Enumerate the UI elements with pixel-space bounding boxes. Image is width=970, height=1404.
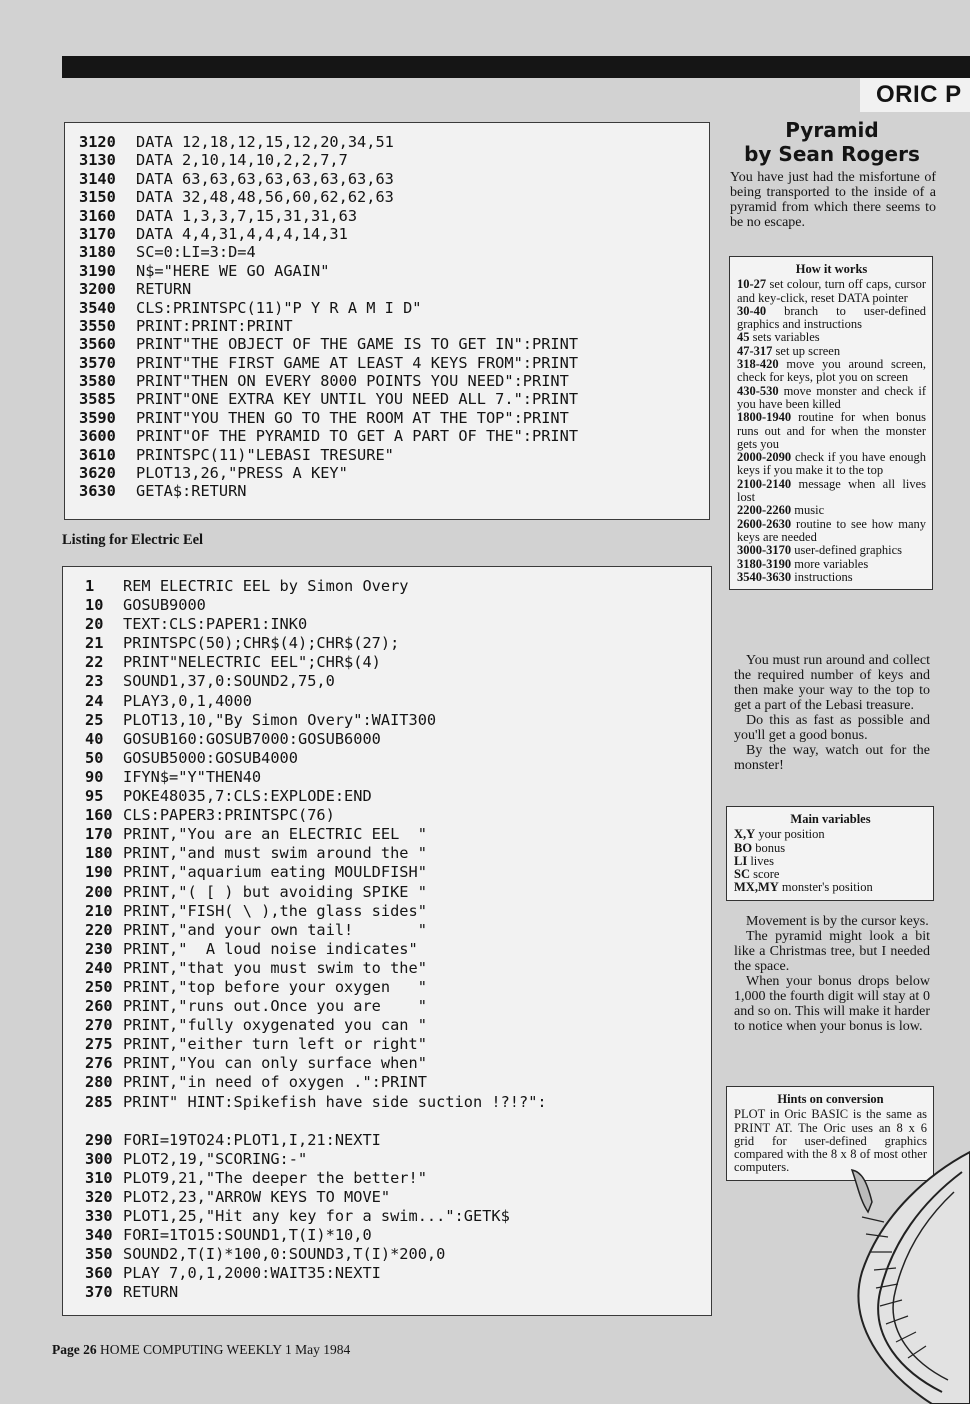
variable-item-key: SC (734, 867, 750, 882)
code-line (85, 1150, 711, 1169)
code-line (85, 1169, 711, 1188)
hints-text: PLOT in Oric BASIC is the same as PRINT AT. The Oric uses an 8 x 6 grid for user-defined graphics compared with the 8 x 8 of most other computers. (734, 1107, 927, 1175)
code-line (85, 596, 711, 615)
line-number: 3560 (79, 335, 116, 354)
line-number: 250 (85, 977, 113, 996)
how-it-works-item-desc: routine for when bonus runs out and for when the monster gets you (737, 410, 926, 451)
line-number: 180 (85, 844, 113, 863)
line-number: 320 (85, 1188, 113, 1206)
code-line (85, 711, 711, 730)
code-text: PRINT,"FISH( \ ),the glass sides" (123, 901, 427, 920)
code-line (85, 825, 711, 844)
paragraph: You must run around and collect the required number of keys and then make your way to the top to get a part of the Lebasi treasure. (734, 653, 930, 713)
line-number: 3150 (79, 188, 116, 207)
code-line (85, 768, 711, 787)
code-text: GOSUB9000 (123, 596, 206, 615)
code-text: PRINT,"in need of oxygen .":PRINT (123, 1073, 427, 1092)
code-line (79, 207, 709, 225)
code-line (85, 844, 711, 863)
code-line (85, 806, 711, 825)
code-text: FORI=19TO24:PLOT1,I,21:NEXTI (123, 1130, 381, 1149)
line-number: 280 (85, 1073, 113, 1092)
code-text: PRINT"YOU THEN GO TO THE ROOM AT THE TOP":PRINT (136, 408, 569, 427)
line-number: 230 (85, 939, 113, 958)
how-it-works-item-desc: routine to see how many keys are needed (737, 516, 926, 544)
how-it-works-item-desc: check if you have enough keys if you make it to the top (737, 450, 926, 478)
code-line (85, 997, 711, 1016)
code-line (85, 1188, 711, 1207)
code-text: PRINT,"that you must swim to the" (123, 958, 427, 977)
code-line (85, 1226, 711, 1245)
variable-item-desc: monster's position (778, 880, 873, 895)
line-number: 3620 (79, 464, 116, 483)
code-line (79, 243, 709, 261)
code-text: GETA$:RETURN (136, 482, 247, 501)
code-line (85, 749, 711, 768)
code-text: PLAY3,0,1,4000 (123, 691, 252, 710)
code-text: POKE48035,7:CLS:EXPLODE:END (123, 787, 372, 806)
code-line (85, 921, 711, 940)
line-number: 3120 (79, 133, 116, 151)
variable-item-desc: your position (755, 827, 825, 842)
header-bar (62, 56, 970, 78)
paragraph: The pyramid might look a bit like a Christmas tree, but I needed the space. (734, 929, 930, 974)
how-it-works-item-key: 45 (737, 330, 750, 345)
how-it-works-item-key: 2100-2140 (737, 476, 792, 491)
code-text: N$="HERE WE GO AGAIN" (136, 261, 330, 280)
code-line (79, 262, 709, 280)
line-number: 3180 (79, 243, 116, 262)
page-footer (52, 1342, 350, 1358)
code-line (79, 299, 709, 317)
how-it-works-item-key: 30-40 (737, 303, 767, 318)
line-number: 25 (85, 710, 104, 729)
code-line (79, 151, 709, 169)
code-text: PRINT"THEN ON EVERY 8000 POINTS YOU NEED":PRINT (136, 372, 569, 391)
how-it-works-item-desc: music (791, 503, 825, 518)
how-it-works-item-desc: sets variables (749, 330, 820, 345)
code-line (85, 1016, 711, 1035)
how-it-works-item-key: 2000-2090 (737, 450, 792, 465)
how-it-works-item-key: 3540-3630 (737, 569, 792, 584)
line-number: 350 (85, 1245, 113, 1264)
how-it-works-item (737, 345, 926, 358)
sidebar-article (726, 118, 938, 1298)
line-number: 40 (85, 729, 104, 748)
how-it-works-list (737, 278, 926, 584)
line-number: 3170 (79, 224, 116, 243)
code-line (79, 446, 709, 464)
section-masthead: ORIC P (860, 78, 970, 112)
code-line (79, 427, 709, 445)
code-text: CLS:PAPER3:PRINTSPC(76) (123, 806, 335, 825)
line-number: 210 (85, 901, 113, 920)
code-text: PRINT,"You can only surface when" (123, 1054, 427, 1073)
code-text: DATA 4,4,31,4,4,4,14,31 (136, 224, 348, 243)
how-it-works-item-desc: move monster and check if you have been killed (737, 383, 926, 411)
how-it-works-item-desc: more variables (791, 556, 869, 571)
variable-item (734, 881, 927, 894)
magazine-issue: HOME COMPUTING WEEKLY 1 May 1984 (100, 1342, 351, 1357)
line-number: 3630 (79, 482, 116, 501)
code-text: PLOT2,19,"SCORING:-" (123, 1149, 308, 1168)
article-byline: by Sean Rogers (744, 142, 920, 166)
how-it-works-box (729, 256, 933, 590)
line-number: 23 (85, 672, 104, 691)
how-it-works-item-desc: message when all lives lost (737, 476, 926, 505)
variable-item (734, 855, 927, 868)
how-it-works-item (737, 544, 926, 557)
line-number: 370 (85, 1283, 113, 1302)
code-line (79, 280, 709, 298)
how-it-works-item-desc: user-defined graphics (791, 543, 902, 558)
code-line (79, 409, 709, 427)
line-number: 3190 (79, 261, 116, 280)
main-variables-list (734, 828, 927, 894)
how-it-works-item (737, 558, 926, 571)
code-text: PRINT"OF THE PYRAMID TO GET A PART OF THE":PRINT (136, 427, 579, 446)
variable-item-desc: score (749, 867, 780, 882)
line-number: 20 (85, 615, 104, 634)
line-number: 3540 (79, 298, 116, 317)
line-number: 3130 (79, 151, 116, 170)
variable-item (734, 842, 927, 855)
variable-item-key: X,Y (734, 827, 756, 842)
code-text: SC=0:LI=3:D=4 (136, 243, 256, 262)
article-intro: You have just had the misfortune of being transported to the inside of a pyramid from which there seems to be no escape. (730, 170, 936, 230)
line-number: 285 (85, 1092, 113, 1111)
paragraph: When your bonus drops below 1,000 the fourth digit will stay at 0 and so on. This will make it harder to notice when your bonus is low. (734, 974, 930, 1034)
how-it-works-item (737, 518, 926, 545)
paragraph: Do this as fast as possible and you'll get a good bonus. (734, 713, 930, 743)
line-number: 3550 (79, 316, 116, 335)
code-text: IFYN$="Y"THEN40 (123, 767, 262, 786)
line-number: 3585 (79, 390, 116, 409)
pyramid-listing (64, 122, 710, 520)
how-it-works-item-desc: set up screen (772, 343, 841, 358)
line-number: 50 (85, 748, 104, 767)
code-line (85, 1035, 711, 1054)
code-text: PRINT," A loud noise indicates" (123, 939, 418, 958)
code-line (85, 863, 711, 882)
article-title: Pyramid (785, 118, 879, 142)
code-line (85, 787, 711, 806)
line-number: 21 (85, 634, 104, 653)
code-text: RETURN (123, 1283, 179, 1302)
code-text: SOUND2,T(I)*100,0:SOUND3,T(I)*200,0 (123, 1245, 446, 1264)
code-text: PRINTSPC(50);CHR$(4);CHR$(27); (123, 634, 400, 653)
code-line (85, 940, 711, 959)
how-it-works-title: How it works (795, 262, 868, 276)
code-text: PRINT,"top before your oxygen " (123, 977, 427, 996)
hints-title: Hints on conversion (777, 1092, 884, 1106)
code-text: PLAY 7,0,1,2000:WAIT35:NEXTI (123, 1264, 381, 1283)
code-text: DATA 2,10,14,10,2,2,7,7 (136, 151, 348, 170)
how-it-works-item (737, 571, 926, 584)
code-text: PRINT"ONE EXTRA KEY UNTIL YOU NEED ALL 7.":PRINT (136, 390, 579, 409)
code-text: TEXT:CLS:PAPER1:INK0 (123, 615, 308, 634)
code-text: PRINT:PRINT:PRINT (136, 316, 293, 335)
code-text: PRINT,"fully oxygenated you can " (123, 1016, 427, 1035)
code-text: PRINT,"and your own tail! " (123, 920, 427, 939)
line-number: 260 (85, 997, 113, 1016)
code-text: GOSUB5000:GOSUB4000 (123, 748, 298, 767)
line-number: 310 (85, 1168, 113, 1187)
code-text: PLOT9,21,"The deeper the better!" (123, 1168, 427, 1187)
how-it-works-item (737, 331, 926, 344)
variable-item-desc: lives (747, 853, 774, 868)
how-it-works-item (737, 451, 926, 478)
code-line (79, 170, 709, 188)
how-it-works-item (737, 478, 926, 505)
code-text: PRINT,"( [ ) but avoiding SPIKE " (123, 882, 427, 901)
line-number: 330 (85, 1207, 113, 1226)
code-text: CLS:PRINTSPC(11)"P Y R A M I D" (136, 298, 422, 317)
variable-item (734, 868, 927, 881)
code-line (79, 188, 709, 206)
variable-item-desc: bonus (752, 840, 786, 855)
line-number: 3580 (79, 372, 116, 391)
code-text: REM ELECTRIC EEL by Simon Overy (123, 577, 409, 595)
code-text: RETURN (136, 280, 192, 299)
code-line (79, 225, 709, 243)
line-number: 220 (85, 920, 113, 939)
eel-illustration (822, 1142, 970, 1404)
code-text: GOSUB160:GOSUB7000:GOSUB6000 (123, 729, 381, 748)
how-it-works-item-key: 2600-2630 (737, 516, 792, 531)
line-number: 90 (85, 767, 104, 786)
line-number: 276 (85, 1054, 113, 1073)
line-number: 160 (85, 806, 113, 825)
code-line (85, 1112, 711, 1131)
how-it-works-item-key: 3180-3190 (737, 556, 792, 571)
how-it-works-item-key: 3000-3170 (737, 543, 792, 558)
how-it-works-item-desc: instructions (791, 569, 853, 584)
code-line (79, 133, 709, 151)
paragraph: Movement is by the cursor keys. (746, 914, 929, 929)
code-line (85, 615, 711, 634)
code-line (85, 1131, 711, 1150)
code-line (85, 1093, 711, 1112)
code-line (79, 354, 709, 372)
line-number: 275 (85, 1035, 113, 1054)
how-it-works-item (737, 504, 926, 517)
code-text: PRINT,"You are an ELECTRIC EEL " (123, 825, 427, 844)
code-line (85, 1073, 711, 1092)
code-text: PLOT1,25,"Hit any key for a swim...":GETK$ (123, 1207, 510, 1226)
code-text: DATA 12,18,12,15,12,20,34,51 (136, 133, 394, 151)
code-line (85, 978, 711, 997)
code-text: PRINT,"either turn left or right" (123, 1035, 427, 1054)
paragraph: By the way, watch out for the monster! (734, 743, 930, 773)
how-it-works-item-key: 1800-1940 (737, 410, 792, 425)
line-number: 170 (85, 825, 113, 844)
code-text: PRINTSPC(11)"LEBASI TRESURE" (136, 445, 394, 464)
code-text: DATA 1,3,3,7,15,31,31,63 (136, 206, 358, 225)
code-text: PLOT13,10,"By Simon Overy":WAIT300 (123, 710, 437, 729)
line-number: 3140 (79, 169, 116, 188)
code-text: PRINT,"runs out.Once you are " (123, 997, 427, 1016)
code-line (85, 1264, 711, 1283)
code-line (79, 317, 709, 335)
how-it-works-item-key: 10-27 (737, 277, 767, 292)
code-text: DATA 63,63,63,63,63,63,63,63 (136, 169, 394, 188)
how-it-works-item (737, 385, 926, 412)
main-variables-title: Main variables (790, 812, 871, 826)
code-text: PLOT13,26,"PRESS A KEY" (136, 464, 348, 483)
line-number: 270 (85, 1016, 113, 1035)
code-text: PRINT"THE FIRST GAME AT LEAST 4 KEYS FROM":PRINT (136, 353, 579, 372)
how-it-works-item (737, 278, 926, 305)
code-line (85, 577, 711, 596)
code-text: PRINT" HINT:Spikefish have side suction !?!?": (123, 1092, 547, 1111)
line-number: 3570 (79, 353, 116, 372)
variable-item-key: MX,MY (734, 880, 779, 895)
code-line (79, 390, 709, 408)
line-number: 290 (85, 1130, 113, 1149)
listing-caption: Listing for Electric Eel (62, 532, 204, 548)
line-number: 190 (85, 863, 113, 882)
page-number: Page 26 (52, 1342, 97, 1357)
code-line (85, 672, 711, 691)
code-text: PLOT2,23,"ARROW KEYS TO MOVE" (123, 1188, 391, 1206)
code-text: PRINT,"aquarium eating MOULDFISH" (123, 863, 427, 882)
line-number: 3610 (79, 445, 116, 464)
code-line (85, 1245, 711, 1264)
article-body-2 (734, 914, 930, 1034)
main-variables-box (726, 806, 934, 901)
how-it-works-item-desc: branch to user-defined graphics and instructions (737, 303, 926, 332)
code-text: PRINT"NELECTRIC EEL";CHR$(4) (123, 653, 381, 672)
how-it-works-item-key: 47-317 (737, 343, 773, 358)
line-number: 3160 (79, 206, 116, 225)
article-body-1 (734, 653, 930, 773)
line-number: 360 (85, 1264, 113, 1283)
code-text: SOUND1,37,0:SOUND2,75,0 (123, 672, 335, 691)
line-number: 300 (85, 1149, 113, 1168)
line-number: 95 (85, 787, 104, 806)
line-number: 200 (85, 882, 113, 901)
how-it-works-item (737, 305, 926, 332)
how-it-works-item (737, 358, 926, 385)
code-text: FORI=1TO15:SOUND1,T(I)*10,0 (123, 1226, 372, 1245)
code-text: PRINT"THE OBJECT OF THE GAME IS TO GET IN":PRINT (136, 335, 579, 354)
code-line (85, 634, 711, 653)
line-number: 1 (85, 577, 95, 595)
code-line (85, 1207, 711, 1226)
code-text: DATA 32,48,48,56,60,62,62,63 (136, 188, 394, 207)
line-number: 24 (85, 691, 104, 710)
variable-item (734, 828, 927, 841)
how-it-works-item-key: 430-530 (737, 383, 779, 398)
code-line (79, 335, 709, 353)
line-number: 3200 (79, 280, 116, 299)
code-line (85, 1054, 711, 1073)
line-number: 3600 (79, 427, 116, 446)
line-number: 340 (85, 1226, 113, 1245)
code-line (85, 1283, 711, 1302)
code-line (85, 959, 711, 978)
code-line (85, 902, 711, 921)
electric-eel-listing (62, 566, 712, 1316)
line-number: 240 (85, 958, 113, 977)
how-it-works-item-desc: move you around screen, check for keys, plot you on screen (737, 357, 926, 385)
code-line (85, 730, 711, 749)
variable-item-key: LI (734, 853, 748, 868)
line-number: 3590 (79, 408, 116, 427)
code-text: PRINT,"and must swim around the " (123, 844, 427, 863)
code-line (85, 692, 711, 711)
variable-item-key: BO (734, 840, 753, 855)
code-line (79, 464, 709, 482)
code-line (79, 372, 709, 390)
how-it-works-item-key: 2200-2260 (737, 503, 792, 518)
how-it-works-item-key: 318-420 (737, 357, 779, 372)
code-line (79, 482, 709, 500)
code-line (85, 653, 711, 672)
how-it-works-item (737, 411, 926, 451)
code-line (85, 883, 711, 902)
how-it-works-item-desc: set colour, turn off caps, cursor and key-click, reset DATA pointer (737, 277, 926, 305)
line-number: 22 (85, 653, 104, 672)
line-number: 10 (85, 596, 104, 615)
